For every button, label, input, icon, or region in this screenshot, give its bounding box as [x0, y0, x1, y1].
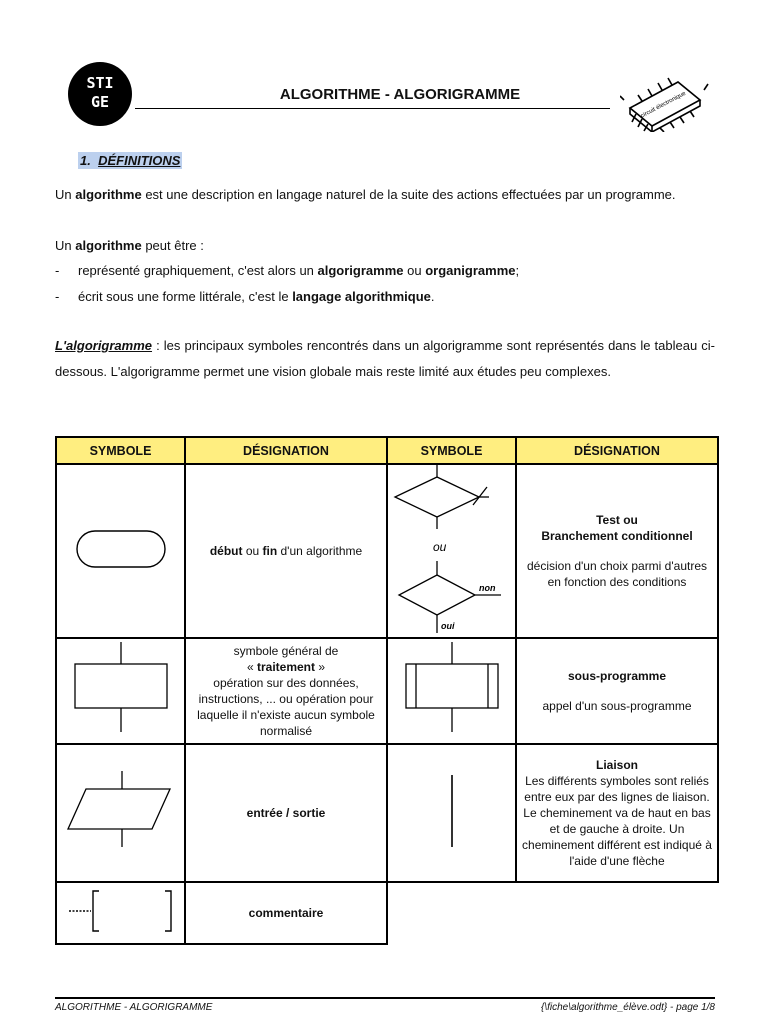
designation-cell — [516, 638, 718, 744]
bold-term: début — [209, 544, 243, 558]
text-run: » — [315, 660, 326, 674]
header-symbole: SYMBOLE — [387, 437, 516, 464]
text-run: . — [430, 289, 435, 304]
designation-cell — [185, 464, 387, 638]
header-designation: DÉSIGNATION — [185, 437, 387, 464]
algorigramme-paragraph — [55, 333, 715, 384]
section-number: 1. — [80, 153, 91, 168]
header-symbole: SYMBOLE — [56, 437, 185, 464]
section-heading — [78, 152, 182, 169]
table-row — [56, 882, 718, 944]
chip-label: circuit électronique — [640, 90, 688, 120]
bold-term: traitement — [256, 660, 315, 674]
title-underline — [135, 108, 610, 109]
symbol-io-cell — [56, 744, 185, 882]
symbol-terminal-cell — [56, 464, 185, 638]
definition-paragraph — [55, 182, 715, 208]
bold-term: fin — [262, 544, 278, 558]
symbols-table — [55, 436, 719, 945]
bullet-dash: - — [55, 289, 60, 304]
symbol-process-cell — [56, 638, 185, 744]
table-row — [56, 744, 718, 882]
link-line-icon — [442, 773, 462, 849]
symbol-link-cell — [387, 744, 516, 882]
designation-text — [189, 659, 383, 675]
symbol-decision-cell — [387, 464, 516, 638]
text-run: d'un algorithme — [277, 544, 363, 558]
page-title: ALGORITHME - ALGORIGRAMME — [279, 86, 521, 103]
ou-label: ou — [432, 540, 446, 554]
definition-paragraph-2 — [55, 233, 715, 259]
terminal-symbol-icon — [75, 529, 167, 569]
bold-term: Liaison — [595, 758, 638, 772]
oui-label: oui — [440, 621, 454, 631]
header-designation: DÉSIGNATION — [516, 437, 718, 464]
lead-term: L'algorigramme — [55, 338, 153, 353]
badge-line2: GE — [90, 93, 110, 111]
footer-left: ALGORITHME - ALGORIGRAMME — [55, 1002, 213, 1013]
designation-cell — [185, 744, 387, 882]
designation-text: Les différents symboles sont reliés entre eux par des lignes de liaison. Le cheminement va de haut en bas et de gauche à droite. Un cheminement différent est indiqué à l'aide d'une flèche — [522, 774, 712, 868]
bold-term: commentaire — [248, 906, 324, 920]
bold-term: algorithme — [75, 187, 142, 202]
bold-term: sous-programme — [567, 669, 667, 683]
designation-cell — [516, 464, 718, 638]
bold-term: organigramme — [425, 263, 516, 278]
process-symbol-icon — [71, 642, 171, 736]
designation-text: symbole général de — [233, 644, 339, 658]
text-run: « — [246, 660, 257, 674]
text-run: écrit sous une forme littérale, c'est le — [78, 289, 293, 304]
empty-cell — [387, 882, 516, 944]
designation-text: opération sur des données, instructions, ... ou opération pour laquelle il n'existe aucun symbole normalisé — [197, 676, 375, 738]
footer-right: {\fiche\algorithme_élève.odt} - page 1/8 — [540, 1002, 715, 1013]
table-row — [56, 638, 718, 744]
bold-term: entrée / sortie — [246, 806, 326, 820]
bullet-dash: - — [55, 263, 60, 278]
text-run: : les principaux symboles rencontrés dans un algorigramme sont représentés dans le tableau ci-dessous. L'algorigramme permet une vision globale mais reste limité aux études peu complexes. — [55, 338, 715, 379]
designation-text: décision d'un choix parmi d'autres en fonction des conditions — [526, 559, 707, 589]
text-run: Un — [55, 238, 76, 253]
subprogram-symbol-icon — [402, 642, 502, 736]
text-run: est une description en langage naturel de la suite des actions effectuées par un programme. — [141, 187, 676, 202]
text-run: ou — [242, 544, 263, 558]
badge-line1: STI — [86, 74, 114, 92]
bold-term: algorigramme — [317, 263, 404, 278]
text-run: ou — [403, 263, 426, 278]
comment-symbol-icon — [65, 887, 177, 935]
designation-text: appel d'un sous-programme — [542, 699, 692, 713]
symbol-comment-cell — [56, 882, 185, 944]
symbol-subprogram-cell — [387, 638, 516, 744]
bold-term: Test ou — [596, 513, 638, 527]
text-run: Un — [55, 187, 76, 202]
table-row — [56, 464, 718, 638]
io-symbol-icon — [66, 771, 176, 851]
text-run: représenté graphiquement, c'est alors un — [78, 263, 318, 278]
stige-badge — [68, 62, 132, 126]
text-run: ; — [515, 263, 520, 278]
designation-cell — [516, 744, 718, 882]
empty-cell — [516, 882, 718, 944]
footer-rule — [55, 997, 715, 999]
non-label: non — [478, 583, 495, 593]
bold-term: algorithme — [75, 238, 142, 253]
designation-cell — [185, 882, 387, 944]
bullet-item-litterale — [55, 284, 435, 310]
table-header-row — [56, 437, 718, 464]
bold-term: Branchement conditionnel — [541, 529, 693, 543]
bullet-item-graphique — [55, 258, 519, 284]
designation-cell — [185, 638, 387, 744]
chip-icon — [620, 70, 710, 132]
bold-term: langage algorithmique — [292, 289, 431, 304]
text-run: peut être : — [141, 238, 204, 253]
decision-symbol-icon — [389, 465, 515, 633]
section-title: DÉFINITIONS — [98, 153, 181, 168]
